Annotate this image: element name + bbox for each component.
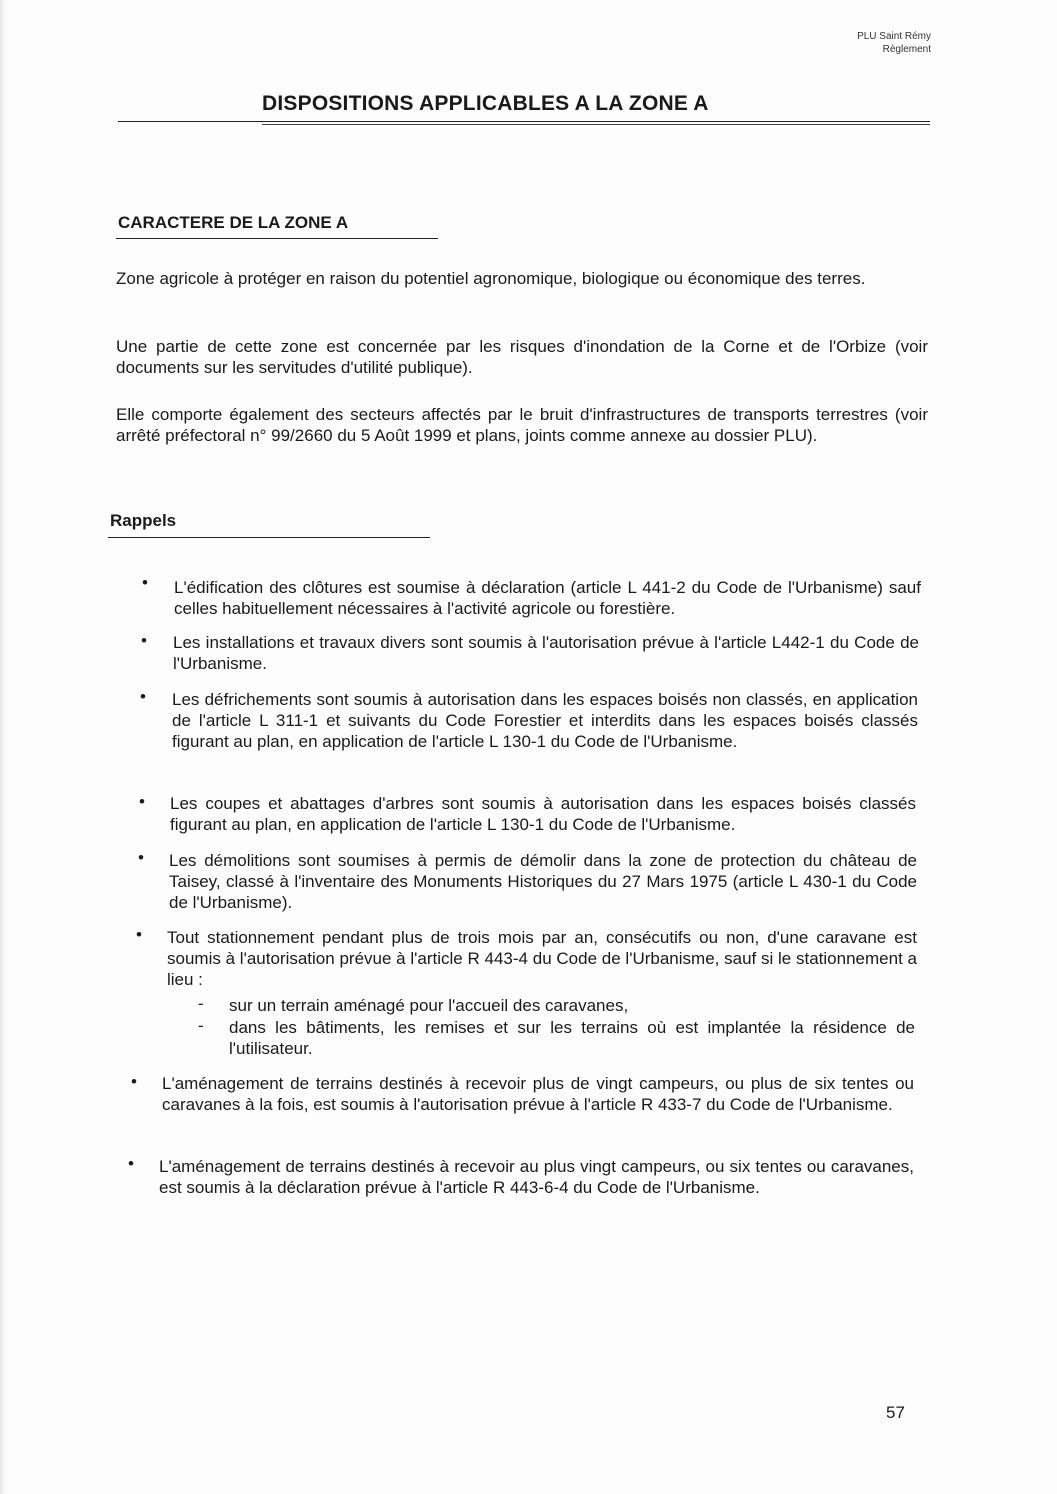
page-title: DISPOSITIONS APPLICABLES A LA ZONE A bbox=[262, 92, 709, 115]
title-underline-secondary bbox=[262, 124, 930, 125]
caractere-paragraph: Une partie de cette zone est concernée par les risques d'inondation de la Corne et de l'Orbize (voir documents sur les servitudes d'utilité publique). bbox=[116, 337, 928, 377]
title-underline bbox=[118, 121, 930, 122]
bullet-marker: • bbox=[142, 573, 148, 592]
list-item: L'édification des clôtures est soumise à déclaration (article L 441-2 du Code de l'Urbanisme) sauf celles habituellement nécessaires à l'activité agricole ou forestière. bbox=[174, 578, 921, 618]
header-document-name: PLU Saint Rémy bbox=[857, 31, 931, 42]
dash-marker: - bbox=[198, 1016, 204, 1035]
caractere-paragraph: Zone agricole à protéger en raison du potentiel agronomique, biologique ou économique des terres. bbox=[116, 269, 866, 288]
list-item: L'aménagement de terrains destinés à recevoir au plus vingt campeurs, ou six tentes ou caravanes, est soumis à la déclaration prévue à l'article R 443-6-4 du Code de l'Urbanisme. bbox=[159, 1157, 914, 1197]
header-document-type: Règlement bbox=[882, 44, 931, 55]
bullet-marker: • bbox=[128, 1154, 134, 1173]
list-item: Les démolitions sont soumises à permis de démolir dans la zone de protection du château de Taisey, classé à l'inventaire des Monuments Historiques du 27 Mars 1975 (article L 430-1 du Code de l'Urbanisme). bbox=[169, 851, 917, 912]
list-item: Les défrichements sont soumis à autorisation dans les espaces boisés non classés, en application de l'article L 311-1 et suivants du Code Forestier et interdits dans les espaces boisés classés figurant au plan, en application de l'article L 130-1 du Code de l'Urbanisme. bbox=[172, 690, 918, 751]
caractere-heading-underline bbox=[116, 238, 438, 239]
bullet-marker: • bbox=[131, 1072, 137, 1091]
rappels-heading: Rappels bbox=[110, 511, 177, 530]
bullet-marker: • bbox=[140, 687, 146, 706]
bullet-marker: • bbox=[138, 848, 144, 867]
caractere-heading: CARACTERE DE LA ZONE A bbox=[118, 213, 349, 232]
bullet-marker: • bbox=[136, 925, 142, 944]
list-item: Tout stationnement pendant plus de trois mois par an, consécutifs ou non, d'une caravane est soumis à l'autorisation prévue à l'article R 443-4 du Code de l'Urbanisme, sauf si le stationnement a lieu : bbox=[167, 928, 917, 989]
running-header bbox=[857, 30, 931, 56]
caractere-paragraph: Elle comporte également des secteurs affectés par le bruit d'infrastructures de transports terrestres (voir arrêté préfectoral n° 99/2660 du 5 Août 1999 et plans, joints comme annexe au dossier PLU). bbox=[116, 405, 928, 445]
list-item: Les installations et travaux divers sont soumis à l'autorisation prévue à l'article L442-1 du Code de l'Urbanisme. bbox=[173, 633, 919, 673]
scan-edge bbox=[0, 0, 6, 1494]
list-item: Les coupes et abattages d'arbres sont soumis à autorisation dans les espaces boisés classés figurant au plan, en application de l'article L 130-1 du Code de l'Urbanisme. bbox=[170, 794, 916, 834]
sub-list-item: dans les bâtiments, les remises et sur les terrains où est implantée la résidence de l'utilisateur. bbox=[229, 1018, 915, 1058]
dash-marker: - bbox=[198, 994, 204, 1013]
list-item: L'aménagement de terrains destinés à recevoir plus de vingt campeurs, ou plus de six tentes ou caravanes à la fois, est soumis à l'autorisation prévue à l'article R 433-7 du Code de l'Urbanisme. bbox=[162, 1074, 914, 1114]
page-number: 57 bbox=[886, 1403, 905, 1422]
sub-list-item: sur un terrain aménagé pour l'accueil des caravanes, bbox=[229, 996, 629, 1015]
bullet-marker: • bbox=[141, 631, 147, 650]
rappels-heading-underline bbox=[108, 537, 430, 538]
bullet-marker: • bbox=[139, 792, 145, 811]
